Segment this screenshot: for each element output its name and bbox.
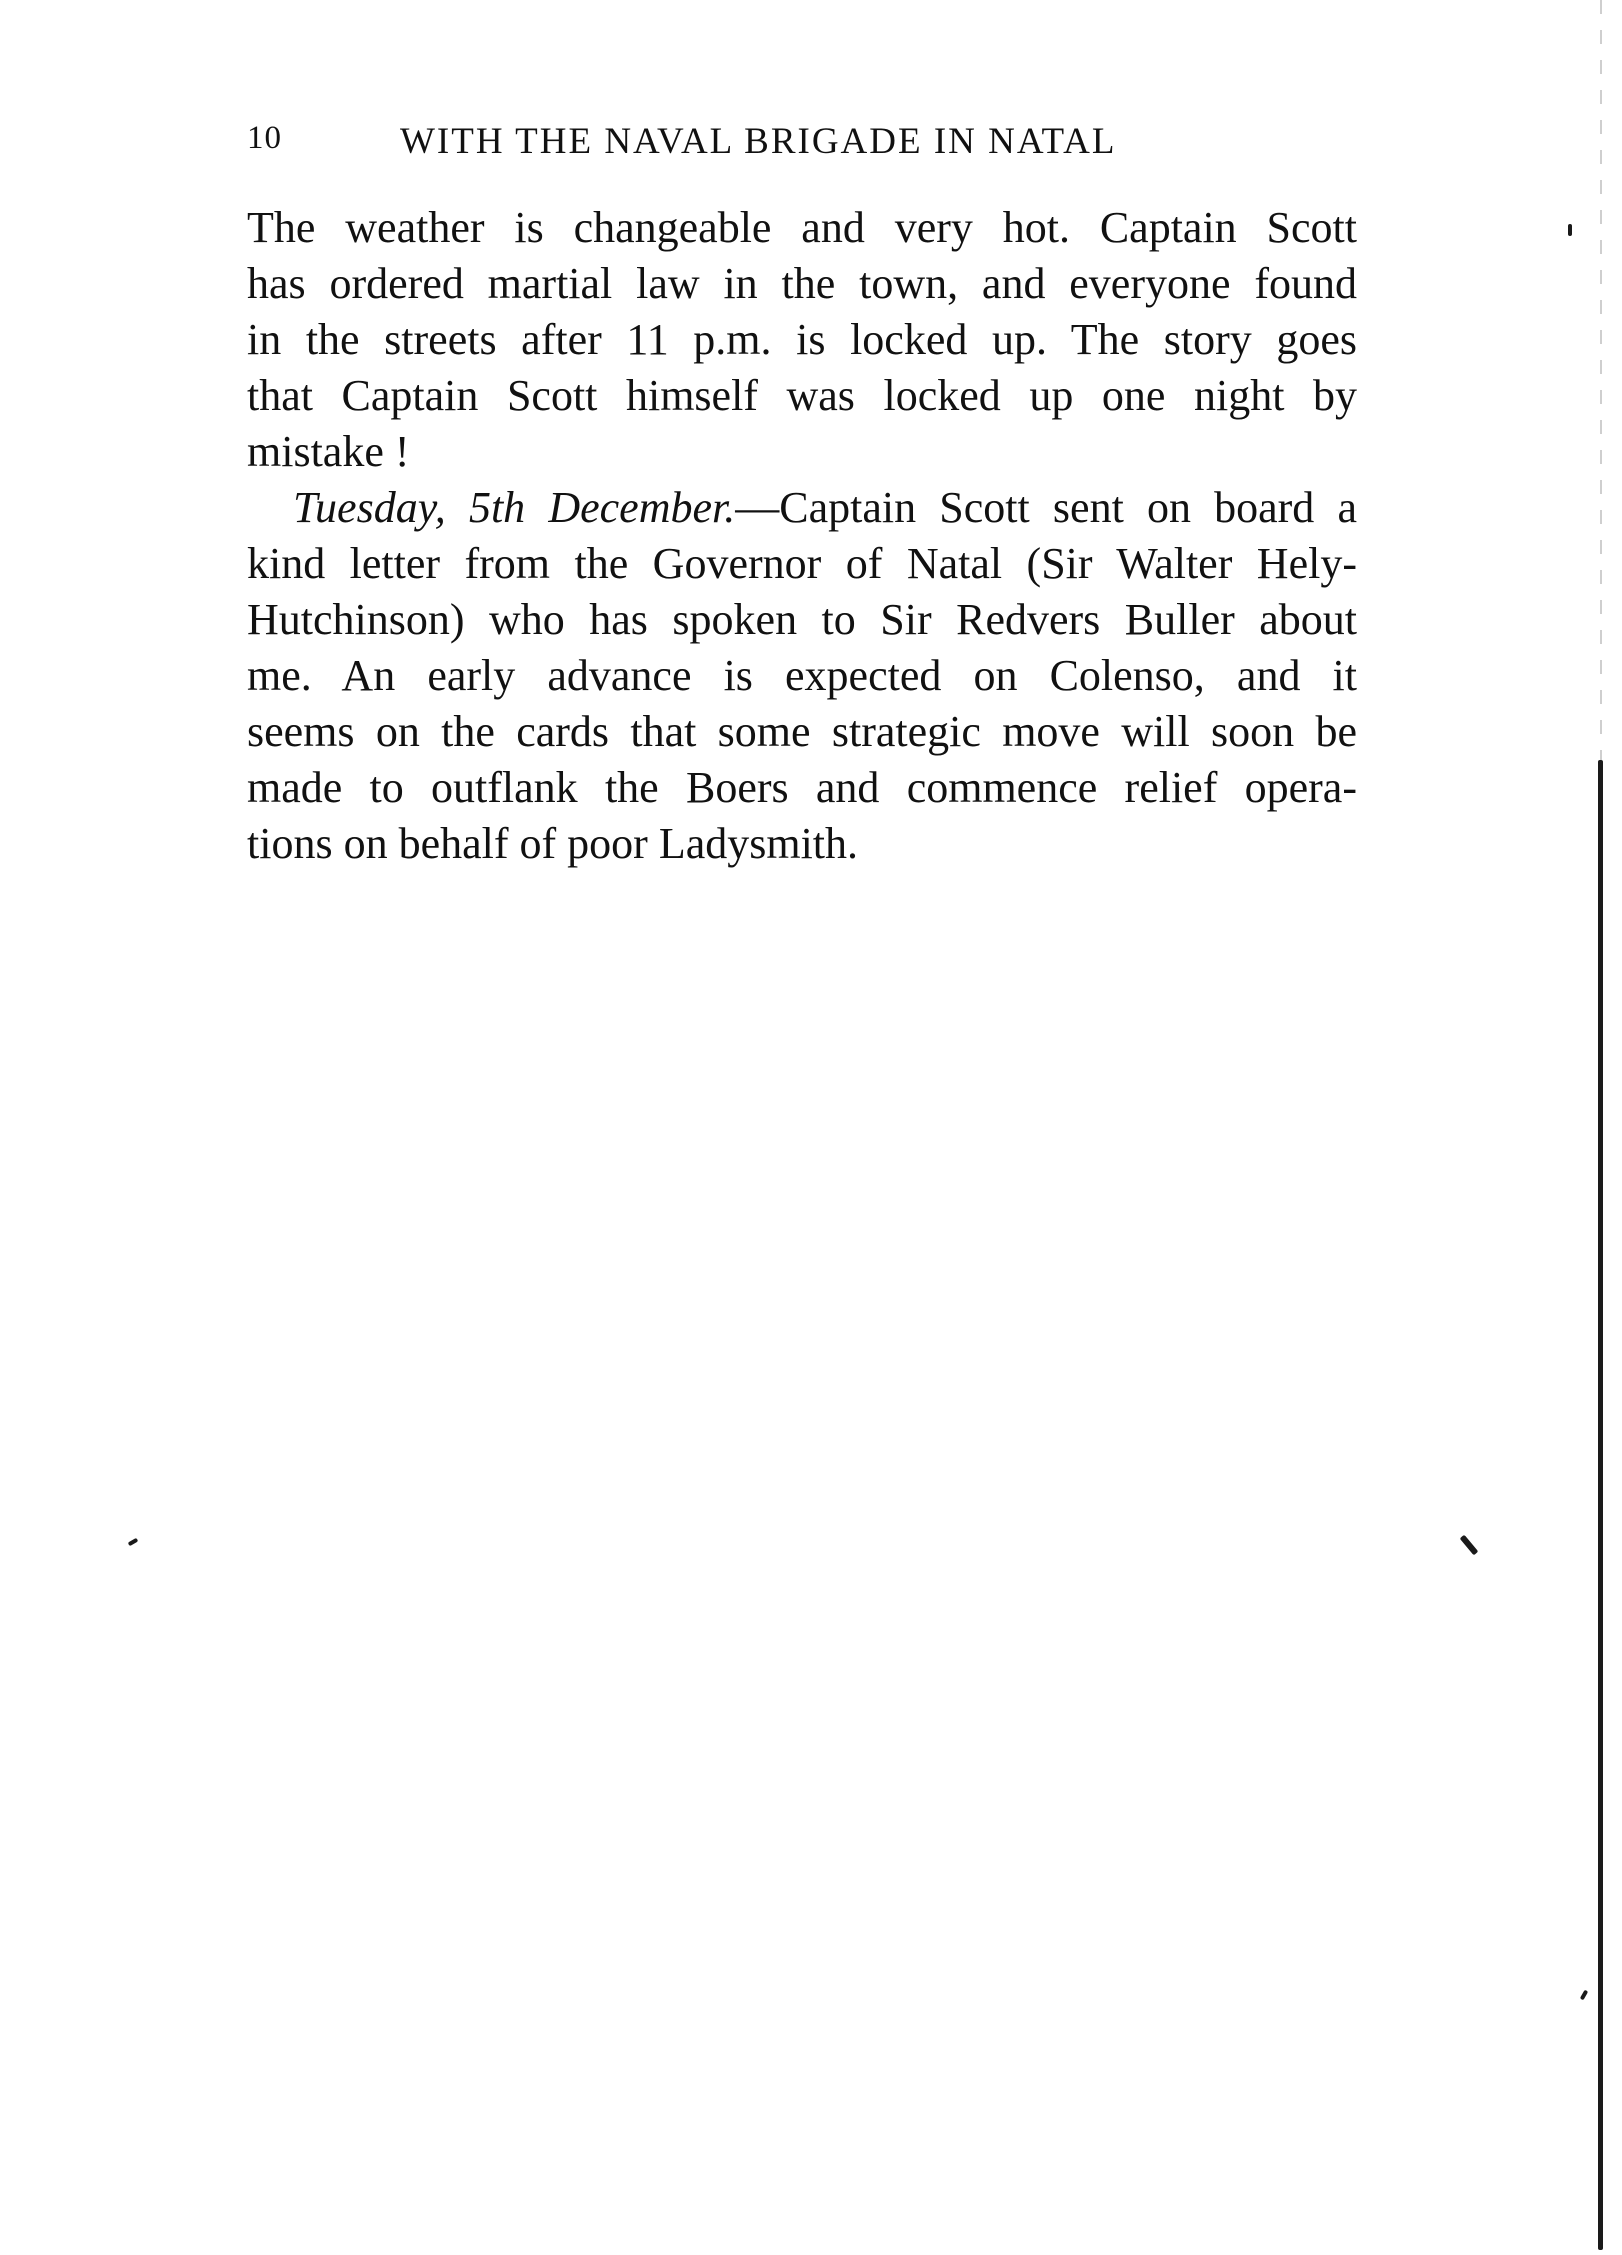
text-line: in the streets after 11 p.m. is locked up. The story goes [247, 315, 1357, 364]
text-line [247, 480, 1357, 536]
text-line: made to outflank the Boers and commence relief opera- [247, 763, 1357, 812]
text-line: Hutchinson) who has spoken to Sir Redvers Buller about [247, 595, 1357, 644]
running-title: WITH THE NAVAL BRIGADE IN NATAL [400, 121, 1117, 162]
binding-edge [1598, 760, 1603, 2250]
binding-edge-shadow [1600, 0, 1602, 760]
page-number: 10 [247, 120, 282, 156]
text-line: The weather is changeable and very hot. Captain Scott [247, 203, 1357, 252]
text-line: tions on behalf of poor Ladysmith. [247, 819, 859, 868]
text-line: kind letter from the Governor of Natal (Sir Walter Hely- [247, 539, 1357, 588]
paragraph-weather [247, 200, 1357, 480]
text-run: —Captain Scott sent on board a [735, 483, 1357, 532]
scan-speck [1568, 224, 1572, 236]
scan-speck [128, 1538, 139, 1546]
body-text [247, 200, 1357, 872]
scan-speck [1580, 1990, 1588, 2001]
text-line: that Captain Scott himself was locked up one night by [247, 371, 1357, 420]
text-line: mistake ! [247, 427, 410, 476]
text-line: has ordered martial law in the town, and everyone found [247, 259, 1357, 308]
date-label: Tuesday, 5th December. [293, 483, 736, 532]
text-line: seems on the cards that some strategic move will soon be [247, 707, 1357, 756]
text-line: me. An early advance is expected on Colenso, and it [247, 651, 1357, 700]
scan-speck [1460, 1535, 1479, 1556]
running-header [247, 120, 1247, 170]
paragraph-tuesday [247, 480, 1357, 872]
